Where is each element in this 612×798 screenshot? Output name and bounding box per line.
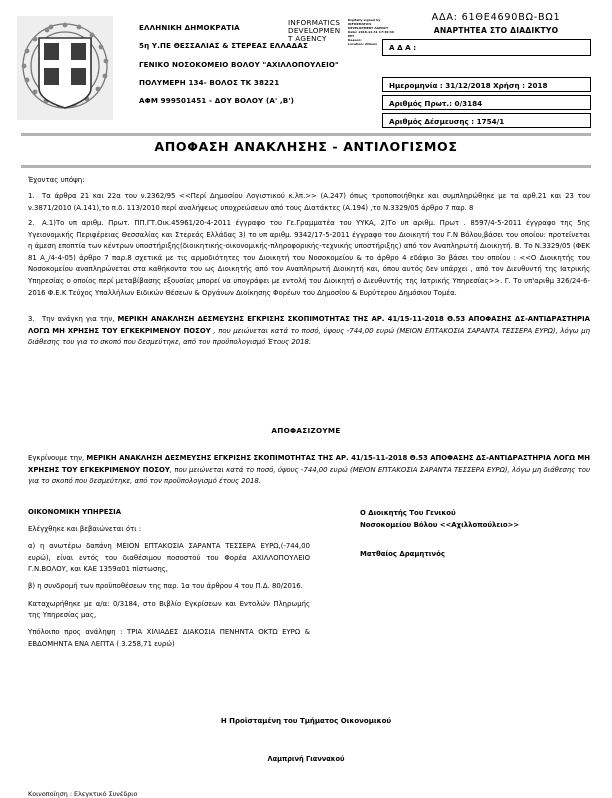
page-title: ΑΠΟΦΑΣΗ ΑΝΑΚΛΗΣΗΣ - ΑΝΤΙΛΟΓΙΣΜΟΣ [154,139,458,154]
org-line-health-region: 5η Υ.ΠΕ ΘΕΣΣΑΛΙΑΣ & ΣΤΕΡΕΑΣ ΕΛΛΑΔΑΣ [139,41,308,51]
financial-remaining-balance: Υπόλοιπο προς ανάληψη : ΤΡΙΑ ΧΙΛΙΑΔΕΣ ΔΙΑΚΟΣΙΑ ΠΕΝΗΝΤΑ ΟΚΤΩ ΕΥΡΩ & ΕΒΔΟΜΗΝΤΑ ΕΝΑ ΛΕΠΤΑ ( 3.258,71 ευρώ) [28,628,310,648]
commitment-number-box: Αριθμός Δέσμευσης : 1754/1 [382,113,591,128]
aaa-field-box: Α Δ Α : [382,39,591,56]
org-line-hospital: ΓΕΝΙΚΟ ΝΟΣΟΚΟΜΕΙΟ ΒΟΛΟΥ "ΑΧΙΛΛΟΠΟΥΛΕΙΟ" [139,59,339,69]
approver-title-line-2: Νοσοκομείου Βόλου <<Αχιλλοπούλειο>> [360,521,520,529]
notification-recipients: Κοινοποίηση : Ελεγκτικό Συνέδριο [28,790,138,798]
signatory-name: Λαμπρινή Γιαννακού [267,755,345,763]
item-2-text: Α.1)Το υπ αριθμ. Πρωτ. ΠΠ.ΓΤ.Οικ.45961/20-4-2011 έγγραφο του Γε.Γραμματέα του ΥΥΚΑ, 2)Το υπ αριθμ. Πρωτ . 8597/4-5-2011 έγγραφο της 5ης Υγειονομικής Περιφέρειας Θεσσαλίας και Στερεάς Ελλάδας 3) το υπ αριθμ. 9342/17-5-2011 έγγραφο του Διοικητή του Γ.Ν Βόλου,βάσει του οποίου: προτείνεται η άμεση εποπτία των κέντρων υποστήριξης(διοικητικής-οικονομικής-πληροφορικής-τεχνικής υποστήριξης) από τον Αναπληρωτή Διοικητή. Β. Το Ν.3329/05 (ΦΕΚ 81 Α_/4-4-05) άρθρο 7 παρ.8 σχετικά με τις αρμοδιότητες του Διοικητή του Νοσοκομείου & το άρθρο 4 εδάφιο 3ο βάσει του οποίου : <<Ο Διοικητής του Νοσοκομείου αναπληρώνεται στα καθήκοντα του ως Διοικητής από τον Αναπληρωτή Διοικητή και, όπου αυτός δεν υπάρχει , από τον Διευθυντή της Ιατρικής Υπηρεσίας ο οποίος περί μεταβίβασης εξουσίας μπορεί να υπογράφει με εντολή του Διοικητή ο Διευθυντής της Ιατρικής Υπηρεσίας>>. Γ. Το υπ'αριθμ 326/24-6-2016 Φ.Ε.Κ Τεύχος Υπαλλήλων Ειδικών Θέσεων & Οργάνων Διοίκησης Φορέων του Δημοσίου & Ευρύτερου Δημόσιου Τομέα. [28,219,590,297]
approver-name: Ματθαίος Δραμητινός [360,550,445,558]
item-2-number: 2. [28,219,35,227]
item-3-revocation-subject: ΜΕΡΙΚΗ ΑΝΑΚΛΗΣΗ ΔΕΣΜΕΥΣΗΣ ΕΓΚΡΙΣΗΣ ΣΚΟΠΙΜΟΤΗΤΑΣ ΤΗΣ ΑΡ. 41/15-11-2018 Θ.53 ΑΠΟΦΑΣΗΣ ΔΣ-ΑΝΤΙΔΡΑΣΤΗΡΙΑ ΛΟΓΩ ΜΗ ΧΡΗΣΗΣ ΤΟΥ ΕΓΚΕΚΡΙΜΕΝΟΥ ΠΟΣΟΥ [28,315,591,335]
item-1-text: Τα άρθρα 21 και 22α του ν.2362/95 <<Περί Δημοσίου Λογιστικού κ.λπ.>> (Α.247) όπως τροποποιήθηκε και συμπληρώθηκε με τα αρθ.21 και 23 του ν.3871/2010 (Α.141),το π.δ. 113/2010 περί αναλήψεως υποχρεώσεων από τους Διατάκτες (Α.194) ,το Ν.3329/05 άρθρο 7 παρ. 8 [28,192,590,212]
document-header [0,0,612,126]
preamble-text: Έχοντας υπόψη: [28,176,85,184]
decision-subject: ΜΕΡΙΚΗ ΑΝΑΚΛΗΣΗ ΔΕΣΜΕΥΣΗΣ ΕΓΚΡΙΣΗΣ ΣΚΟΠΙΜΟΤΗΤΑΣ ΤΗΣ ΑΡ. 41/15-11-2018 Θ.53 ΑΠΟΦΑΣΗΣ ΔΣ-ΑΝΤΙΔΡΑΣΤΗΡΙΑ ΛΟΓΩ ΜΗ ΧΡΗΣΗΣ ΤΟΥ ΕΓΚΕΚΡΙΜΕΝΟΥ ΠΟΣΟΥ [28,454,591,474]
decision-amount-detail: , που μειώνεται κατά το ποσό, ύψους -744,00 ευρώ (ΜΕΙΟΝ ΕΠΤΑΚΟΣΙΑ ΣΑΡΑΝΤΑ ΤΕΣΣΕΡΑ ΕΥΡΩ), λόγω μη διάθεσης του για το σκοπό που δεσμεύτηκε, από τον προϋπολογισμό έτους 2018. [28,465,590,486]
decision-paragraph [28,453,590,488]
approver-title-line-1: Ο Διοικητής Του Γενικού [360,509,456,517]
stamp-detail-7: Location: Athens [348,42,378,46]
org-line-tax-id: ΑΦΜ 999501451 - ΔΟΥ ΒΟΛΟΥ (Α' ,Β') [139,96,295,106]
item-1-number: 1. [28,192,35,200]
decision-heading: ΑΠΟΦΑΣΙΖΟΥΜΕ [271,426,341,435]
financial-service-heading: ΟΙΚΟΝΟΜΙΚΗ ΥΠΗΡΕΣΙΑ [28,508,122,516]
stamp-detail-5: EET [348,34,355,38]
org-line-republic: ΕΛΛΗΝΙΚΗ ΔΗΜΟΚΡΑΤΙΑ [139,23,240,32]
org-line-address: ΠΟΛΥΜΕΡΗ 134- ΒΟΛΟΣ ΤΚ 38221 [139,77,280,87]
date-field-box: Ημερομηνία : 31/12/2018 Χρήση : 2018 [382,77,591,92]
legal-basis-item-2 [28,218,590,299]
financial-clause-a: α) η ανωτέρω δαπάνη ΜΕΙΟΝ ΕΠΤΑΚΟΣΙΑ ΣΑΡΑΝΤΑ ΤΕΣΣΕΡΑ ΕΥΡΩ,(-744,00 ευρώ), είναι εντός του διαθέσιμου ποσοστού του Φορέα ΑΧΙΛΛΟΠΟΥΛΕΙΟ Γ.Ν.ΒΟΛΟΥ, και ΚΑΕ 1359α01 πίστωσης, [28,542,310,574]
decision-intro: Εγκρίνουμε την, [28,454,87,462]
web-publication-notice: ΑΝΑΡΤΗΤΕΑ ΣΤΟ ΔΙΑΔΙΚΤΥΟ [433,26,559,35]
stamp-detail-1: Digitally signed by [348,18,381,22]
financial-clause-b: β) η συνδρομή των προϋποθέσεων της παρ. 1α του άρθρου 4 του Π.Δ. 80/2016. [28,582,303,591]
greek-coat-of-arms-emblem [17,16,113,120]
financial-service-subheading: Ελέγχθηκε και βεβαιώνεται ότι : [28,525,142,534]
title-bottom-divider [21,165,591,168]
financial-service-block [28,507,310,656]
stamp-detail-2: INFORMATICS [348,22,372,26]
stamp-detail-6: Reason: [348,38,362,42]
stamp-detail-4: Date: 2018.12.31 17:30:46 [348,30,395,34]
organization-info [139,23,395,115]
stamp-line-2: DEVELOPMEN [288,26,341,36]
protocol-number-box: Αριθμός Πρωτ.: 0/3184 [382,95,591,110]
stamp-line-1: INFORMATICS [288,18,341,27]
signatory-title: Η Προϊσταμένη του Τμήματος Οικονομικού [220,717,392,725]
item-3-number: 3. [28,315,35,323]
item-3-text-intro: Την ανάγκη για την, [42,315,118,323]
item-3-amount-detail: , που μειώνεται κατά το ποσό, ύψους -744,00 ευρώ (ΜΕΙΟΝ ΕΠΤΑΚΟΣΙΑ ΣΑΡΑΝΤΑ ΤΕΣΣΕΡΑ ΕΥΡΩ), λόγω μη διάθεσης του για το σκοπό που δεσμεύτηκε, από τον προϋπολογισμό Έτους 2018. [28,326,590,347]
stamp-line-3: T AGENCY [288,34,327,44]
legal-basis-item-3 [28,314,590,349]
title-top-divider [21,133,591,136]
legal-basis-item-1 [28,191,590,214]
approver-block [360,507,612,560]
stamp-detail-3: DEVELOPMENT AGENCY [348,26,389,30]
financial-registration-entry: Καταχωρήθηκε με α/α: 0/3184, στο Βιβλίο Εγκρίσεων και Εντολών Πληρωμής της Υπηρεσίας μας, [28,599,310,620]
ada-code: ΑΔΑ: 61ΘΕ4690ΒΩ-ΒΩ1 [431,12,561,23]
